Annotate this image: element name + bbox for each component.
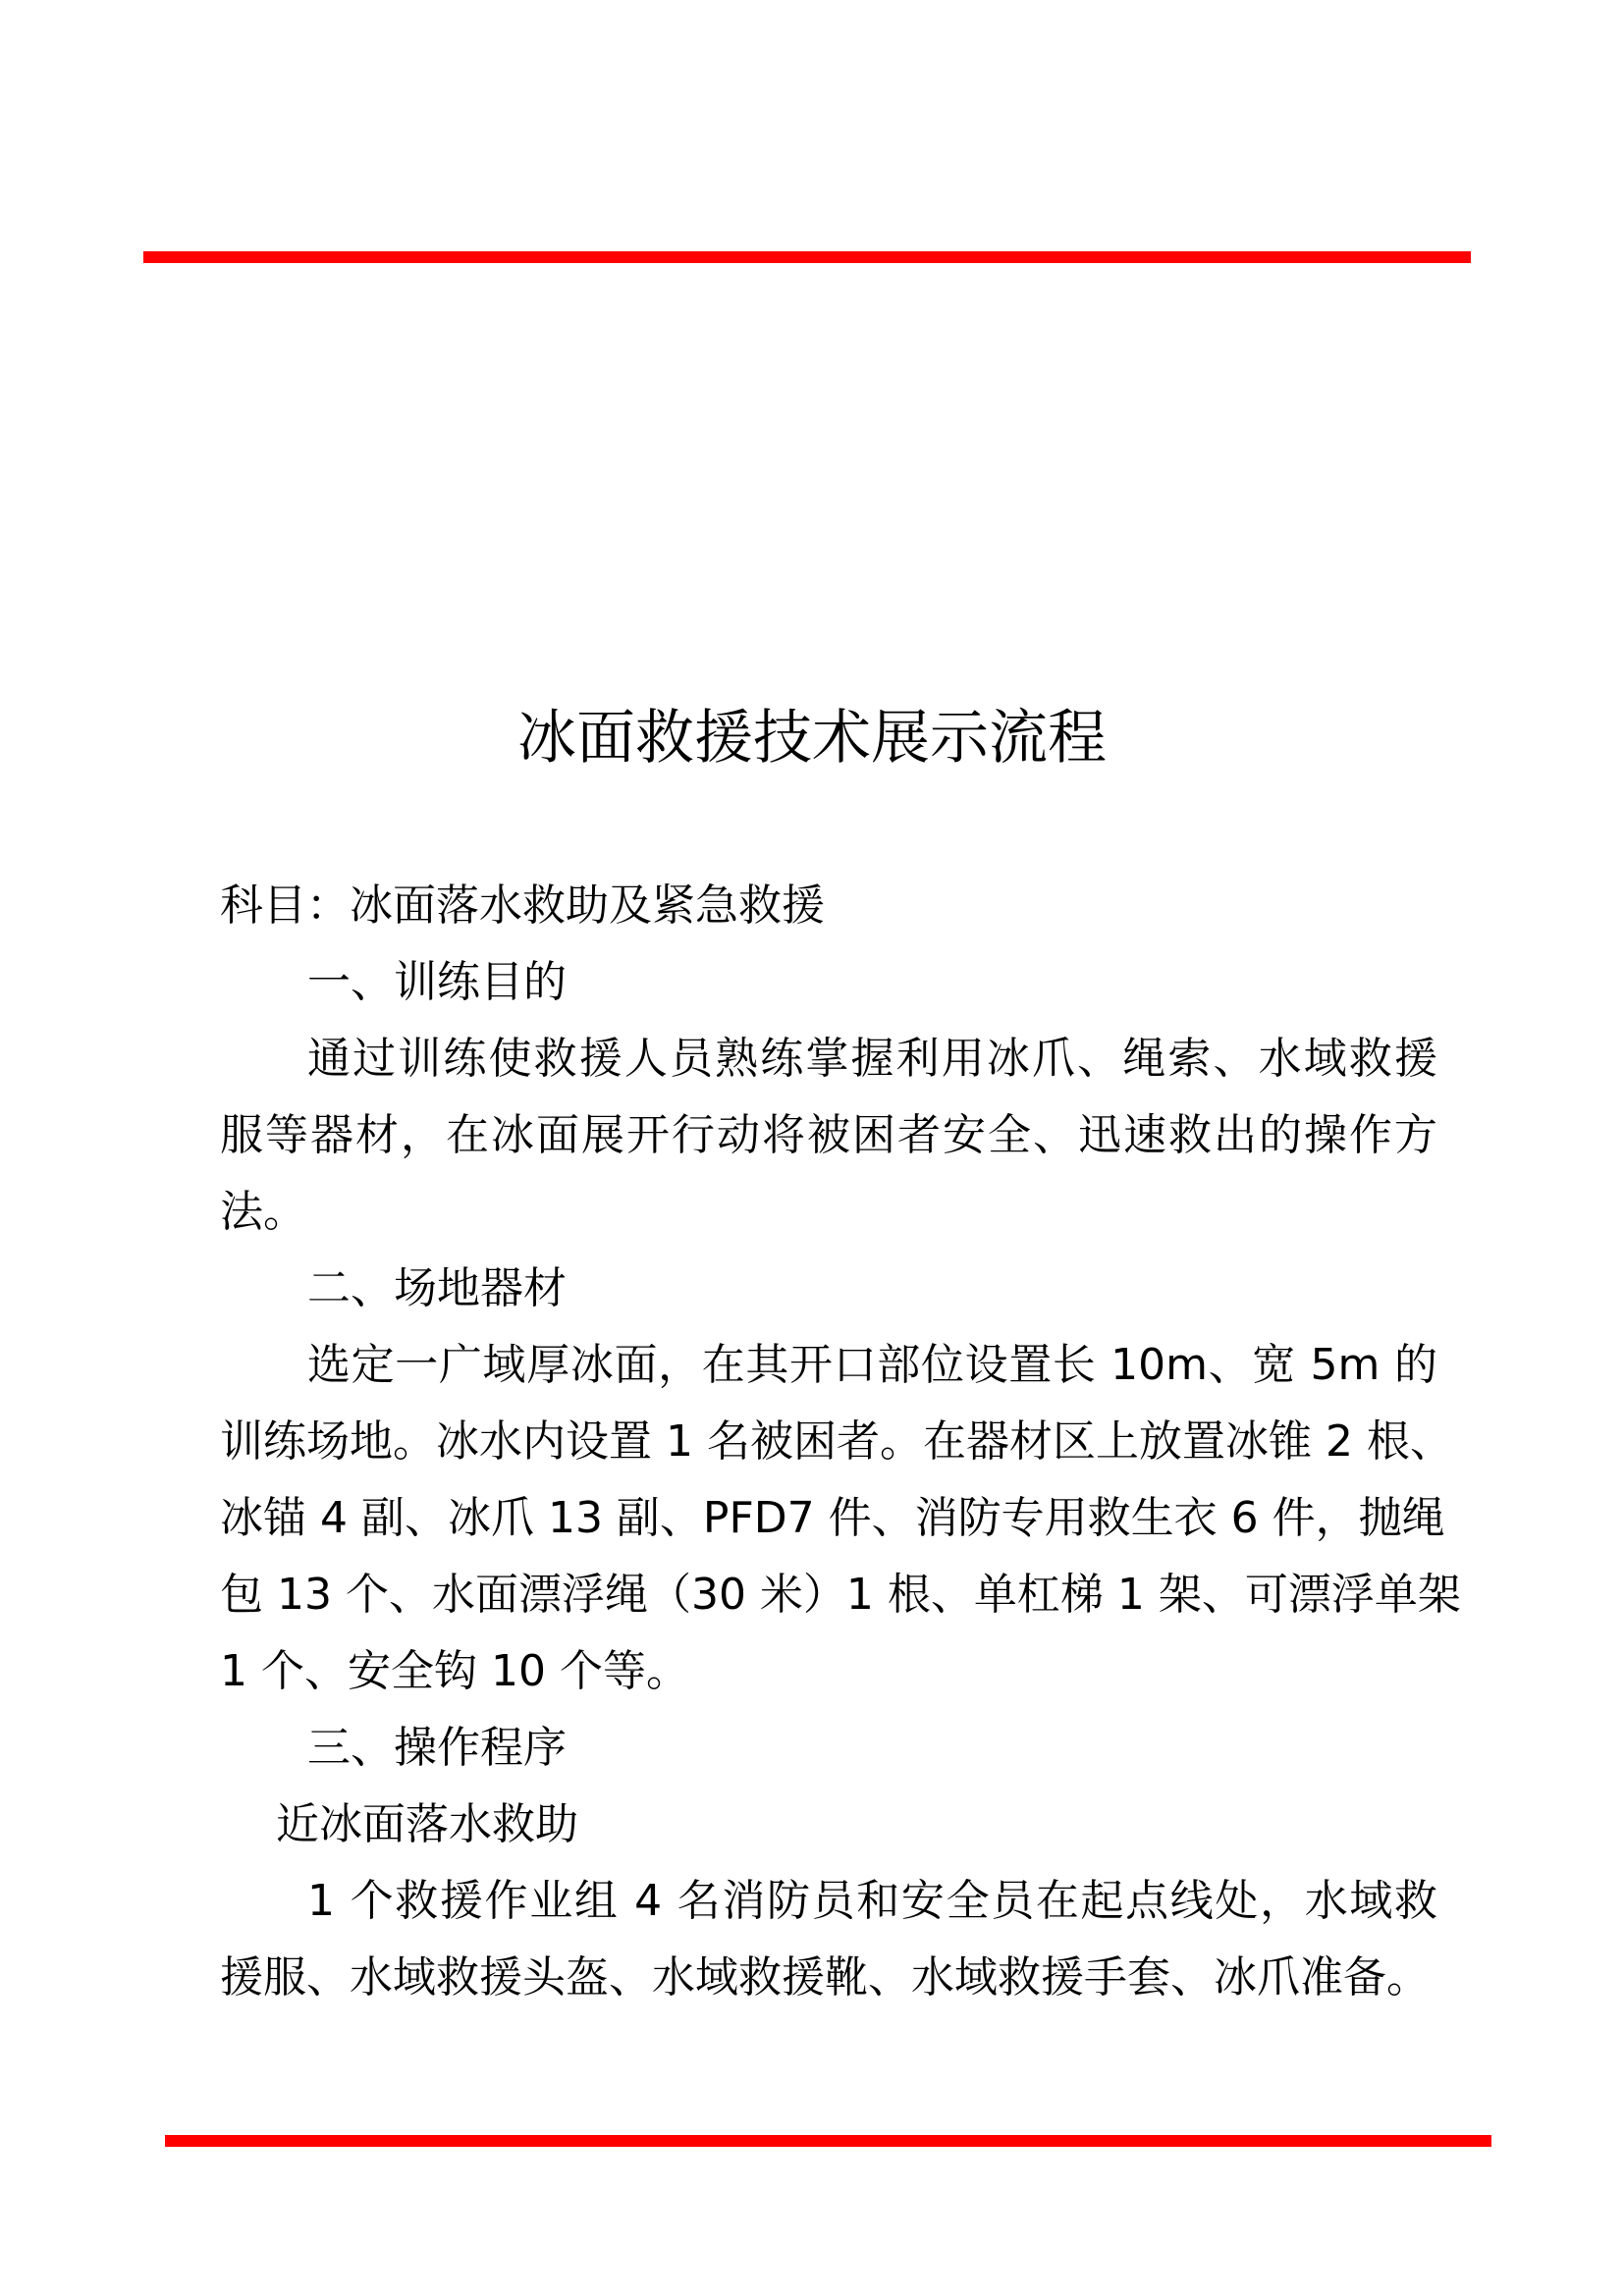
document-title: 冰面救援技术展示流程 [517,704,1107,773]
section-heading-1: 一、训练目的 [307,957,567,1007]
paragraph-line: 冰锚 4 副、冰爪 13 副、PFD7 件、消防专用救生衣 6 件，抛绳 [220,1493,1445,1543]
subject-line: 科目：冰面落水救助及紧急救援 [220,881,825,931]
document-body [220,868,1461,2016]
top-red-rule [143,251,1471,263]
paragraph-line: 包 13 个、水面漂浮绳（30 米）1 根、单杠梯 1 架、可漂浮单架 [220,1570,1461,1620]
bottom-red-rule [165,2135,1491,2147]
paragraph-line: 援服、水域救援头盔、水域救援靴、水域救援手套、冰爪准备。 [220,1952,1430,2002]
paragraph-line: 法。 [220,1187,306,1237]
paragraph-line: 服等器材，在冰面展开行动将被困者安全、迅速救出的操作方 [220,1110,1437,1160]
paragraph-line: 1 个救援作业组 4 名消防员和安全员在起点线处，水域救 [307,1876,1437,1926]
section-heading-3: 三、操作程序 [307,1723,567,1773]
paragraph-line: 1 个、安全钩 10 个等。 [220,1646,689,1696]
paragraph-line: 选定一广域厚冰面，在其开口部位设置长 10m、宽 5m 的 [307,1340,1437,1390]
section-heading-2: 二、场地器材 [307,1263,567,1313]
paragraph-line: 训练场地。冰水内设置 1 名被困者。在器材区上放置冰锥 2 根、 [220,1416,1453,1467]
paragraph-line: 通过训练使救援人员熟练掌握利用冰爪、绳索、水域救援 [307,1034,1437,1084]
subsection-heading: 近冰面落水救助 [276,1799,578,1849]
